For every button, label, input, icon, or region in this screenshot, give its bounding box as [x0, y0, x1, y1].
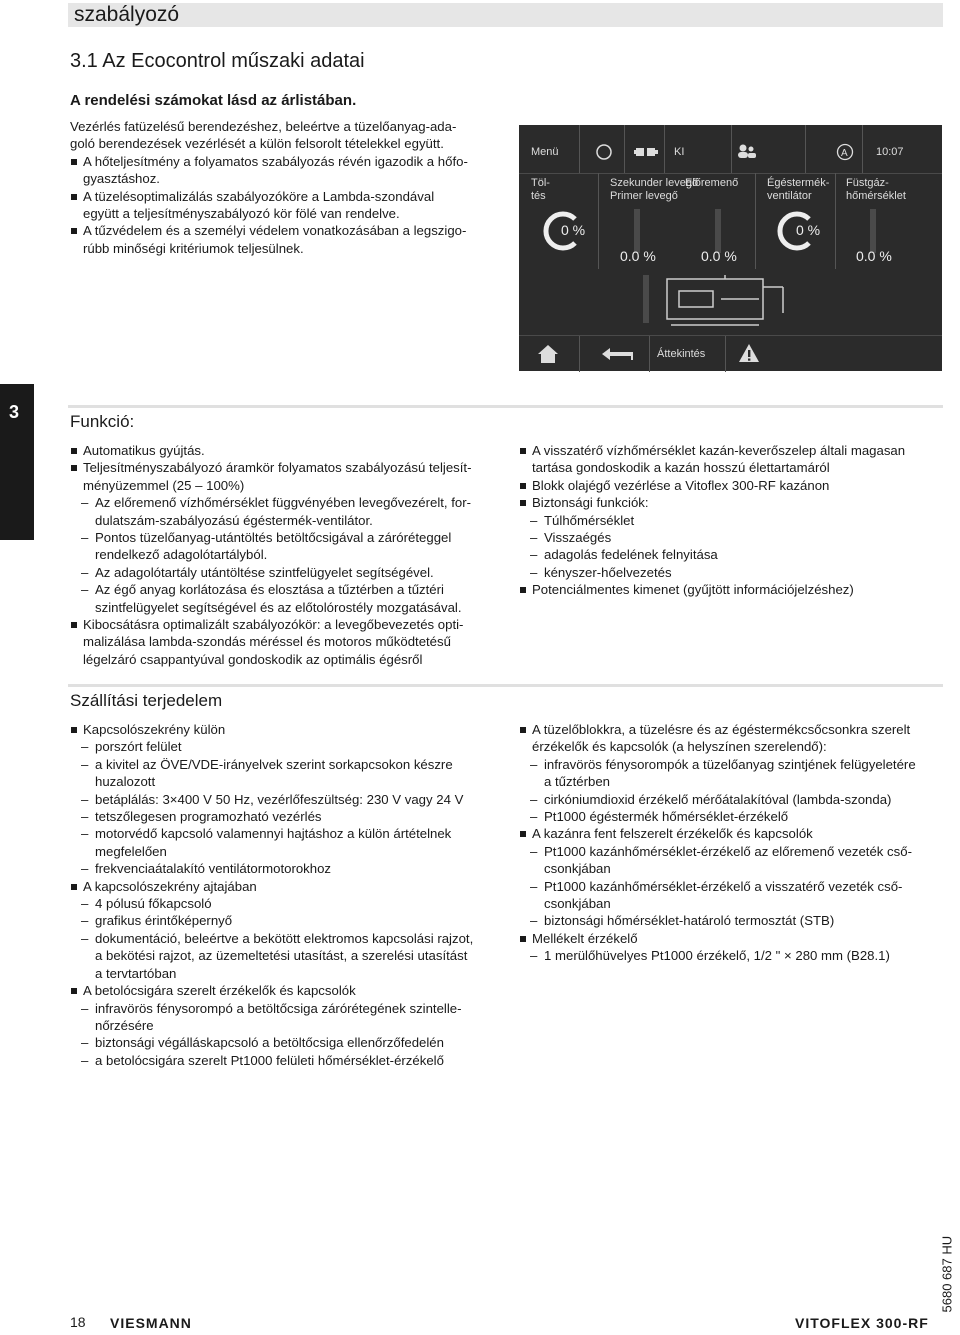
screen-topbar [519, 125, 942, 173]
product-name: VITOFLEX 300-RF [795, 1315, 929, 1331]
dash-item [519, 808, 944, 825]
bullet-item [70, 442, 510, 459]
bullet-item [519, 825, 944, 842]
label-szekunder: Szekunder levegő [610, 177, 699, 189]
header-bar [68, 3, 943, 27]
auto-icon[interactable] [836, 143, 854, 161]
szallitasi-left-list [70, 721, 510, 1069]
text-line: szintfelügyelet segítségével és az előtolórostély mozgatásával. [95, 599, 462, 615]
funkcio-rule [68, 405, 943, 408]
text-line: – frekvenciaátalakító ventilátormotorokhoz [95, 861, 332, 877]
label-egester-2: ventilátor [767, 190, 812, 202]
text-line: – 1 merülőhüvelyes Pt1000 érzékelő, 1/2 " × 280 mm (B28.1) [544, 948, 890, 964]
text-line: – infravörös fénysorompó a betöltőcsiga zárórétegének szintelle- [95, 1000, 462, 1016]
bullet-item [70, 878, 510, 895]
text-line: A tüzelésoptimalizálás szabályozóköre a Lambda-szondával [83, 188, 435, 204]
szallitasi-right-list [519, 721, 944, 965]
text-line: – Túlhőmérséklet [544, 512, 635, 528]
text-line: – Visszaégés [544, 530, 612, 546]
dash-item [519, 529, 944, 546]
bullet-item [70, 721, 510, 738]
dash-item [519, 512, 944, 529]
text-line: – motorvédő kapcsoló valamennyi hajtáshoz a külön ártételnek [95, 826, 452, 842]
text-line: megfelelően [95, 843, 167, 859]
text-line: Potenciálmentes kimenet (gyűjtött információjelzéshez) [532, 582, 854, 598]
text-line: – Pt1000 égéstermék hőmérséklet-érzékelő [544, 809, 789, 825]
dash-item [70, 895, 510, 912]
section-title: 3.1 Az Ecocontrol műszaki adatai [70, 50, 365, 72]
text-line: Mellékelt érzékelő [532, 930, 638, 946]
dash-item [519, 791, 944, 808]
bullet-item [519, 442, 944, 477]
text-line: A kapcsolószekrény ajtajában [83, 878, 257, 894]
text-line: – biztonsági végálláskapcsoló a betöltőcsiga ellenőrzőfedelén [95, 1035, 444, 1051]
bullet-item [70, 459, 510, 494]
overview-button[interactable]: Áttekintés [657, 348, 706, 360]
label-toltes-1: Töl- [531, 177, 550, 189]
dash-item [70, 529, 510, 564]
dash-item [70, 791, 510, 808]
text-line: a tűztérben [544, 774, 610, 790]
text-line: – betáplálás: 3×400 V 50 Hz, vezérlőfeszültség: 230 V vagy 24 V [95, 791, 464, 807]
text-line: – dokumentáció, beleértve a bekötött elektromos kapcsolási rajzot, [95, 930, 474, 946]
boiler-diagram-icon [665, 273, 793, 333]
text-line: Blokk olajégő vezérlése a Vitoflex 300-RF kazánon [532, 477, 830, 493]
eloremeno-gauge [715, 209, 721, 253]
text-line: – kényszer-hőelvezetés [544, 564, 672, 580]
text-line: Teljesítményszabályozó áramkör folyamatos szabályozású teljesít- [83, 460, 472, 476]
chapter-tab [0, 384, 34, 540]
text-line: – a kivitel az ÖVE/VDE-irányelvek szerint sorkapcsokon készre [95, 756, 453, 772]
text-line: A tűzvédelem és a személyi védelem vonatkozásában a legszigo- [83, 223, 467, 239]
users-icon[interactable] [737, 143, 757, 159]
text-line: A betolócsigára szerelt érzékelők és kapcsolók [83, 983, 356, 999]
dash-item [519, 843, 944, 878]
text-line: – porszórt felület [95, 739, 182, 755]
dash-item [70, 738, 510, 755]
text-line: Biztonsági funkciók: [532, 495, 649, 511]
text-line: – grafikus érintőképernyő [95, 913, 233, 929]
dash-item [70, 930, 510, 982]
text-line: A tüzelőblokkra, a tüzelésre és az égéstermékcsőcsonkra szerelt [532, 722, 911, 737]
text-line: a tervtartóban [95, 965, 177, 981]
text-line: – tetszőlegesen programozható vezérlés [95, 809, 322, 825]
bullet-item [519, 477, 944, 494]
text-line: – Az égő anyag korlátozása és elosztása a tűztérben a tűztéri [95, 582, 444, 598]
dash-item [70, 860, 510, 877]
doc-code-text: 5680 687 HU [939, 1235, 955, 1313]
text-line: Vezérlés fatüzelésű berendezéshez, beleértve a tüzelőanyag-ada- [70, 119, 457, 134]
back-icon[interactable] [601, 346, 635, 362]
dash-item [519, 756, 944, 791]
text-line: – a betolócsigára szerelt Pt1000 felületi hőmérséklet-érzékelő [95, 1052, 444, 1068]
fustgaz-gauge [870, 209, 876, 253]
status-ki: KI [674, 146, 685, 158]
szallitasi-rule [68, 684, 943, 687]
dash-item [70, 564, 510, 581]
text-line: goló berendezések vezérlését a külön felsorolt tételekkel együtt. [70, 136, 444, 152]
dash-item [519, 878, 944, 913]
bullet-item [519, 721, 944, 756]
text-line: együtt a teljesítményszabályozó kör fölé van rendelve. [83, 206, 400, 222]
funkcio-title: Funkció: [70, 412, 135, 431]
text-line: – cirkóniumdioxid érzékelő mérőátalakítóval (lambda-szonda) [544, 791, 892, 807]
text-line: nőrzésére [95, 1017, 154, 1033]
dash-item [519, 947, 944, 964]
funkcio-right-list [519, 442, 944, 599]
dash-item [70, 1034, 510, 1051]
text-line: – biztonsági hőmérséklet-határoló termosztát (STB) [544, 913, 835, 929]
bullet-item [519, 494, 944, 511]
funkcio-left-list [70, 442, 510, 668]
bullet-item [70, 616, 510, 668]
home-icon[interactable] [537, 344, 559, 364]
text-line: tartása gondoskodik a kazán hosszú élettartamáról [532, 460, 830, 476]
dash-item [70, 756, 510, 791]
text-line: – infravörös fénysorompók a tüzelőanyag szintjének felügyeletére [544, 756, 916, 772]
text-line: rendelkező adagolótartályból. [95, 547, 268, 563]
label-egester-1: Égéstermék- [767, 177, 830, 189]
dash-item [70, 494, 510, 529]
text-line: érzékelők és kapcsolók (a helyszínen szerelendő): [532, 739, 827, 755]
value-fustgaz: 0.0 % [856, 248, 892, 264]
text-line: gyasztáshoz. [83, 171, 160, 187]
circle-icon[interactable] [595, 143, 613, 161]
doc-code [930, 1208, 956, 1318]
text-line: – Pontos tüzelőanyag-utántöltés betöltőcsigával a záróréteggel [95, 530, 452, 546]
bullet-item [70, 153, 510, 188]
dash-item [70, 581, 510, 616]
text-line: – Az adagolótartály utántöltése szintfelügyelet segítségével. [95, 564, 434, 580]
text-line: ményüzemmel (25 – 100%) [83, 477, 245, 493]
text-line: malizálása lambda-szondás méréssel és motoros működtetésű [83, 634, 451, 650]
text-line: – adagolás fedelének felnyitása [544, 547, 718, 563]
szallitasi-title: Szállítási terjedelem [70, 691, 223, 710]
chapter-number: 3 [9, 402, 20, 422]
brand-logo: VIESMANN [110, 1315, 192, 1331]
dash-item [519, 564, 944, 581]
screen-bottombar [519, 335, 942, 372]
menu-button[interactable]: Menü [531, 146, 559, 158]
svg-text:A: A [841, 148, 848, 159]
control-screen [519, 125, 942, 371]
clock-time: 10:07 [876, 146, 904, 158]
text-line: Kapcsolószekrény külön [83, 722, 226, 737]
szekunder-gauge [634, 209, 640, 253]
text-line: huzalozott [95, 774, 156, 790]
text-line: A kazánra fent felszerelt érzékelők és kapcsolók [532, 826, 813, 842]
order-note: A rendelési számokat lásd az árlistában. [70, 92, 357, 109]
text-line: a bekötési rajzot, az üzemeltetési utasítást, a szerelési utasítást [95, 948, 468, 964]
bullet-item [70, 222, 510, 257]
text-line: A visszatérő vízhőmérséklet kazán-keverőszelep általi magasan [532, 443, 906, 458]
value-egester: 0 % [796, 222, 821, 238]
text-line: csonkjában [544, 861, 611, 877]
bullet-item [70, 982, 510, 999]
bullet-item [519, 930, 944, 947]
label-toltes-2: tés [531, 190, 546, 202]
dash-item [70, 1052, 510, 1069]
text-line: csonkjában [544, 896, 611, 912]
dash-item [70, 808, 510, 825]
value-eloremeno: 0.0 % [701, 248, 737, 264]
label-fustgaz-2: hőmérséklet [846, 190, 906, 202]
label-fustgaz-1: Füstgáz- [846, 177, 889, 189]
dash-item [519, 546, 944, 563]
text-line: A hőteljesítmény a folyamatos szabályozás révén igazodik a hőfo- [83, 153, 468, 169]
text-line: Automatikus gyújtás. [83, 443, 205, 458]
plug-icon[interactable] [634, 145, 658, 159]
text-line: – Az előremenő vízhőmérséklet függvényében levegővezérelt, for- [95, 495, 472, 511]
bullet-item [519, 581, 944, 598]
text-line: dulatszám-szabályozású égéstermék-ventilátor. [95, 512, 373, 528]
dash-item [70, 912, 510, 929]
label-primer: Primer levegő [610, 190, 678, 202]
value-toltes: 0 % [561, 222, 586, 238]
header-title: szabályozó [74, 3, 180, 26]
text-line: – 4 pólusú főkapcsoló [95, 896, 212, 912]
dash-item [70, 825, 510, 860]
value-szekunder: 0.0 % [620, 248, 656, 264]
left-tank-gauge [643, 275, 649, 323]
text-line: – Pt1000 kazánhőmérséklet-érzékelő az előremenő vezeték cső- [544, 843, 912, 859]
page-number: 18 [70, 1314, 86, 1330]
text-line: légelzáró csappantyúval gondoskodik az optimális égésről [83, 651, 423, 667]
text-line: Kibocsátásra optimalizált szabályozókör: a levegőbevezetés opti- [83, 617, 464, 633]
dash-item [519, 912, 944, 929]
label-eloremeno: Előremenő [685, 177, 739, 189]
text-line: rúbb minőségi kritériumok teljesülnek. [83, 240, 304, 256]
intro-text [70, 118, 510, 257]
warning-icon[interactable] [738, 343, 760, 363]
bullet-item [70, 188, 510, 223]
dash-item [70, 1000, 510, 1035]
text-line: – Pt1000 kazánhőmérséklet-érzékelő a visszatérő vezeték cső- [544, 878, 903, 894]
